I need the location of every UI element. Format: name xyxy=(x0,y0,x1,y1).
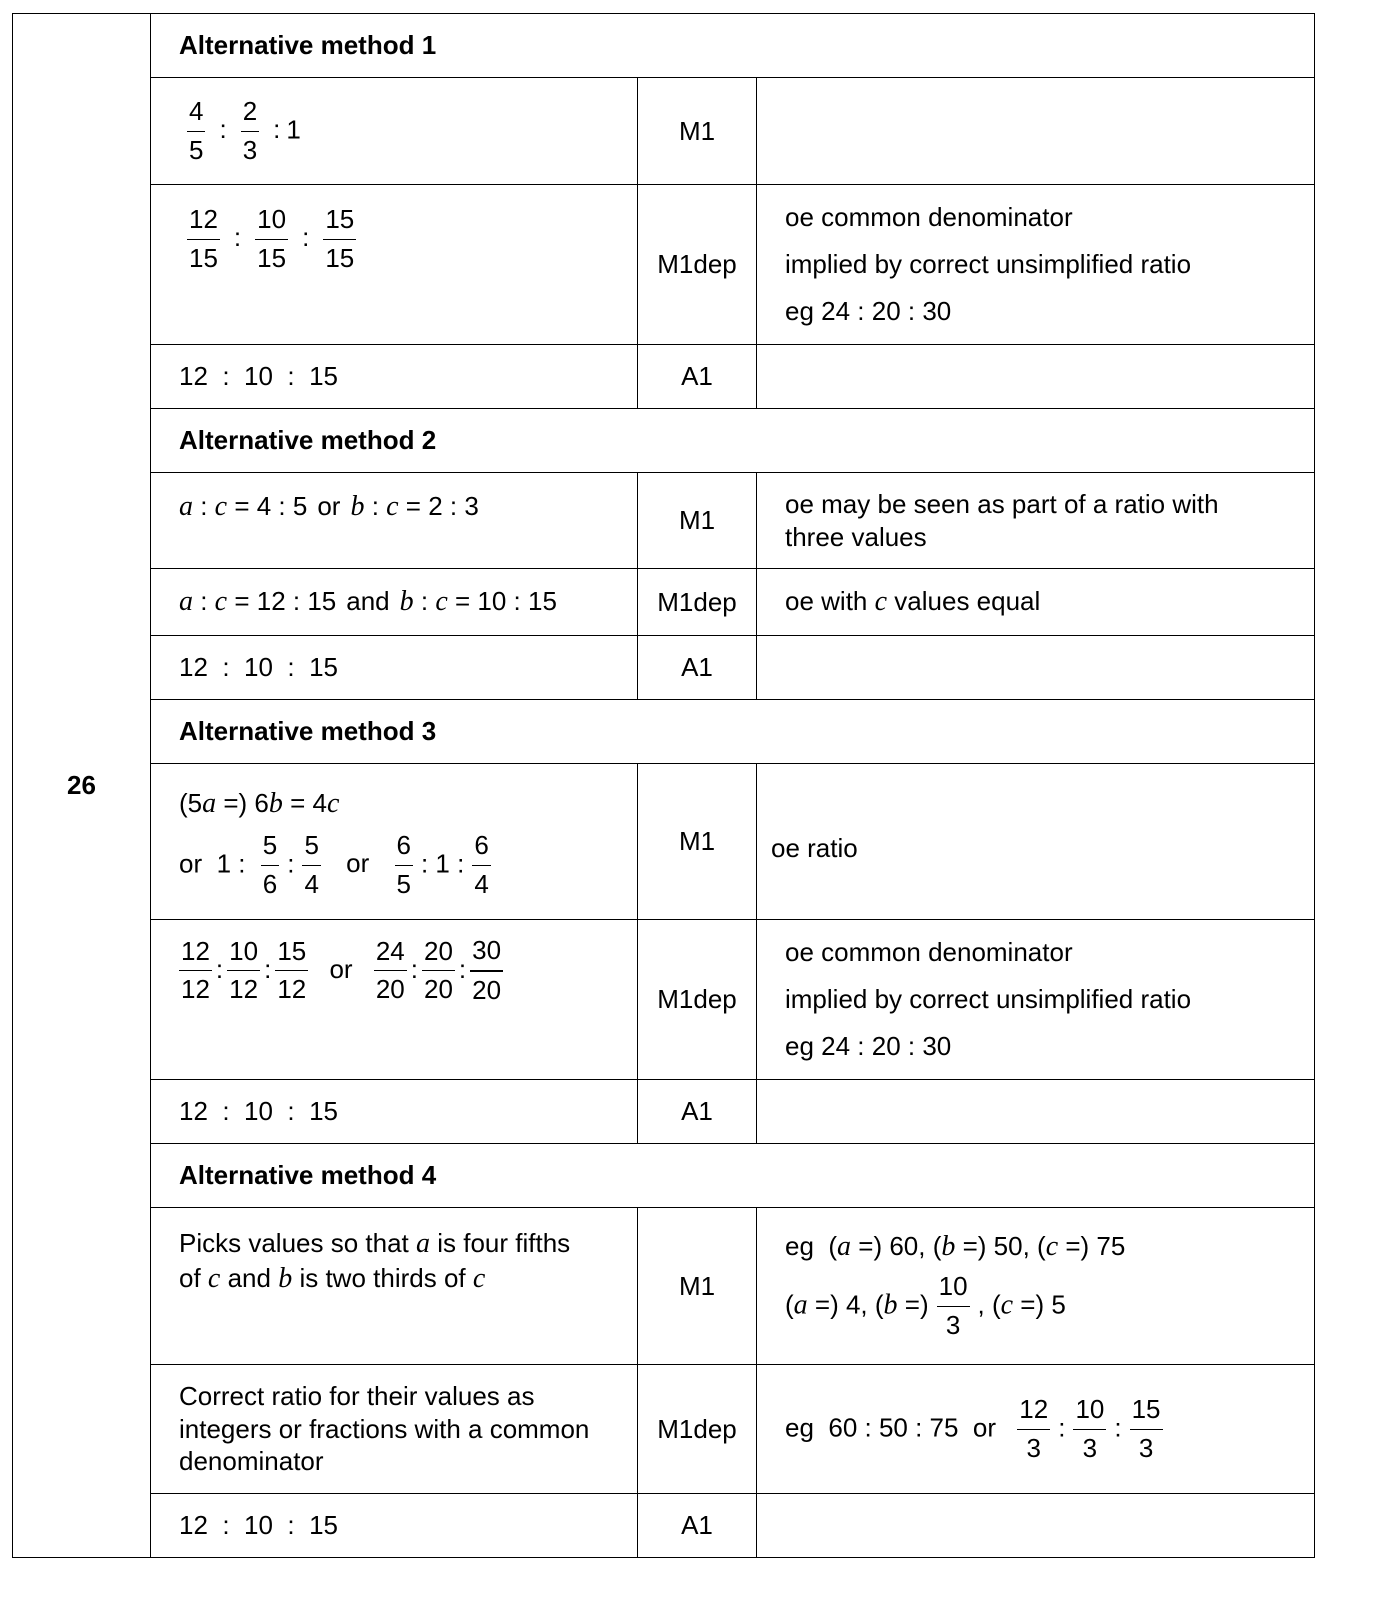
mark-scheme-table xyxy=(12,13,1315,1558)
fraction: $\frac{4}{5}$ xyxy=(189,95,204,165)
fraction: $\frac{5}{4}$ xyxy=(304,830,319,899)
working-cell: 12 : 10 : 15 xyxy=(151,345,638,409)
comment-cell: oe common denominator implied by correct unsimplified ratio eg 24 : 20 : 30 xyxy=(757,920,1315,1080)
mark-cell: M1dep xyxy=(638,920,757,1080)
comment-cell: eg (a =) 60, (b =) 50, (c =) 75 (a =) 4, (b =) $\frac{10}{3}$ , (c =) 5 xyxy=(757,1208,1315,1365)
fraction: $\frac{24}{20}$ xyxy=(375,935,405,1005)
mark-cell: M1dep xyxy=(638,569,757,636)
working-cell: $\frac{12}{12}$ : $\frac{10}{12}$ : $\frac{15}{12}$ or $\frac{24}{20}$ : $\frac{20}{20}$ : $\frac{30}{20}$ xyxy=(151,920,638,1080)
working-cell: 12 : 10 : 15 xyxy=(151,1080,638,1144)
comment-cell xyxy=(757,345,1315,409)
mark-cell: M1dep xyxy=(638,1365,757,1494)
comment-cell xyxy=(757,1080,1315,1144)
mark-cell: A1 xyxy=(638,345,757,409)
mark-cell: M1 xyxy=(638,764,757,920)
question-number: 26 xyxy=(13,14,151,1558)
working-cell: Correct ratio for their values as integers or fractions with a common denominator xyxy=(151,1365,638,1494)
fraction: $\frac{30}{20}$ xyxy=(472,935,502,1005)
working-cell: a : c = 4 : 5 or b : c = 2 : 3 xyxy=(151,473,638,569)
working-cell: 12 : 10 : 15 xyxy=(151,636,638,700)
mark-cell: M1 xyxy=(638,473,757,569)
comment-cell xyxy=(757,78,1315,185)
fraction: $\frac{10}{3}$ xyxy=(1075,1393,1105,1463)
method-heading: Alternative method 1 xyxy=(151,14,1315,78)
working-cell: (5a =) 6b = 4c or 1 : $\frac{5}{6}$ : $\frac{5}{4}$ or $\frac{6}{5}$ : 1 : $\frac{6}{4}$ xyxy=(151,764,638,920)
fraction: $\frac{15}{12}$ xyxy=(277,935,307,1005)
comment-cell: eg 60 : 50 : 75 or $\frac{12}{3}$ : $\frac{10}{3}$ : $\frac{15}{3}$ xyxy=(757,1365,1315,1494)
fraction: $\frac{15}{3}$ xyxy=(1131,1393,1161,1463)
working-cell: Picks values so that a is four fifths of c and b is two thirds of c xyxy=(151,1208,638,1365)
mark-cell: M1dep xyxy=(638,185,757,345)
fraction: $\frac{6}{5}$ xyxy=(396,830,411,899)
method-heading: Alternative method 2 xyxy=(151,409,1315,473)
fraction: $\frac{20}{20}$ xyxy=(423,935,453,1005)
method-heading: Alternative method 3 xyxy=(151,700,1315,764)
comment-cell: oe common denominator implied by correct unsimplified ratio eg 24 : 20 : 30 xyxy=(757,185,1315,345)
fraction: $\frac{2}{3}$ xyxy=(242,95,258,165)
mark-cell: A1 xyxy=(638,1494,757,1558)
fraction: $\frac{6}{4}$ xyxy=(474,830,489,899)
comment-cell: oe with c values equal xyxy=(757,569,1315,636)
working-cell: a : c = 12 : 15 and b : c = 10 : 15 xyxy=(151,569,638,636)
working-cell: $\frac{12}{15}$ : $\frac{10}{15}$ : $\frac{15}{15}$ xyxy=(151,185,638,345)
fraction: $\frac{10}{12}$ xyxy=(229,935,259,1005)
fraction: $\frac{12}{12}$ xyxy=(181,935,210,1005)
fraction: $\frac{15}{15}$ xyxy=(325,204,355,273)
mark-cell: A1 xyxy=(638,636,757,700)
fraction: $\frac{12}{15}$ xyxy=(189,204,218,273)
mark-cell: M1 xyxy=(638,1208,757,1365)
fraction: $\frac{10}{15}$ xyxy=(257,204,287,273)
working-cell: $\frac{4}{5}$ : $\frac{2}{3}$ : 1 xyxy=(151,78,638,185)
comment-cell: oe may be seen as part of a ratio with three values xyxy=(757,473,1315,569)
fraction: $\frac{5}{6}$ xyxy=(262,830,278,899)
mark-cell: A1 xyxy=(638,1080,757,1144)
mark-cell: M1 xyxy=(638,78,757,185)
fraction: $\frac{12}{3}$ xyxy=(1019,1393,1049,1463)
working-cell: 12 : 10 : 15 xyxy=(151,1494,638,1558)
method-heading: Alternative method 4 xyxy=(151,1144,1315,1208)
comment-cell xyxy=(757,636,1315,700)
fraction: $\frac{10}{3}$ xyxy=(938,1271,968,1340)
comment-cell: oe ratio xyxy=(757,764,1315,920)
comment-cell xyxy=(757,1494,1315,1558)
